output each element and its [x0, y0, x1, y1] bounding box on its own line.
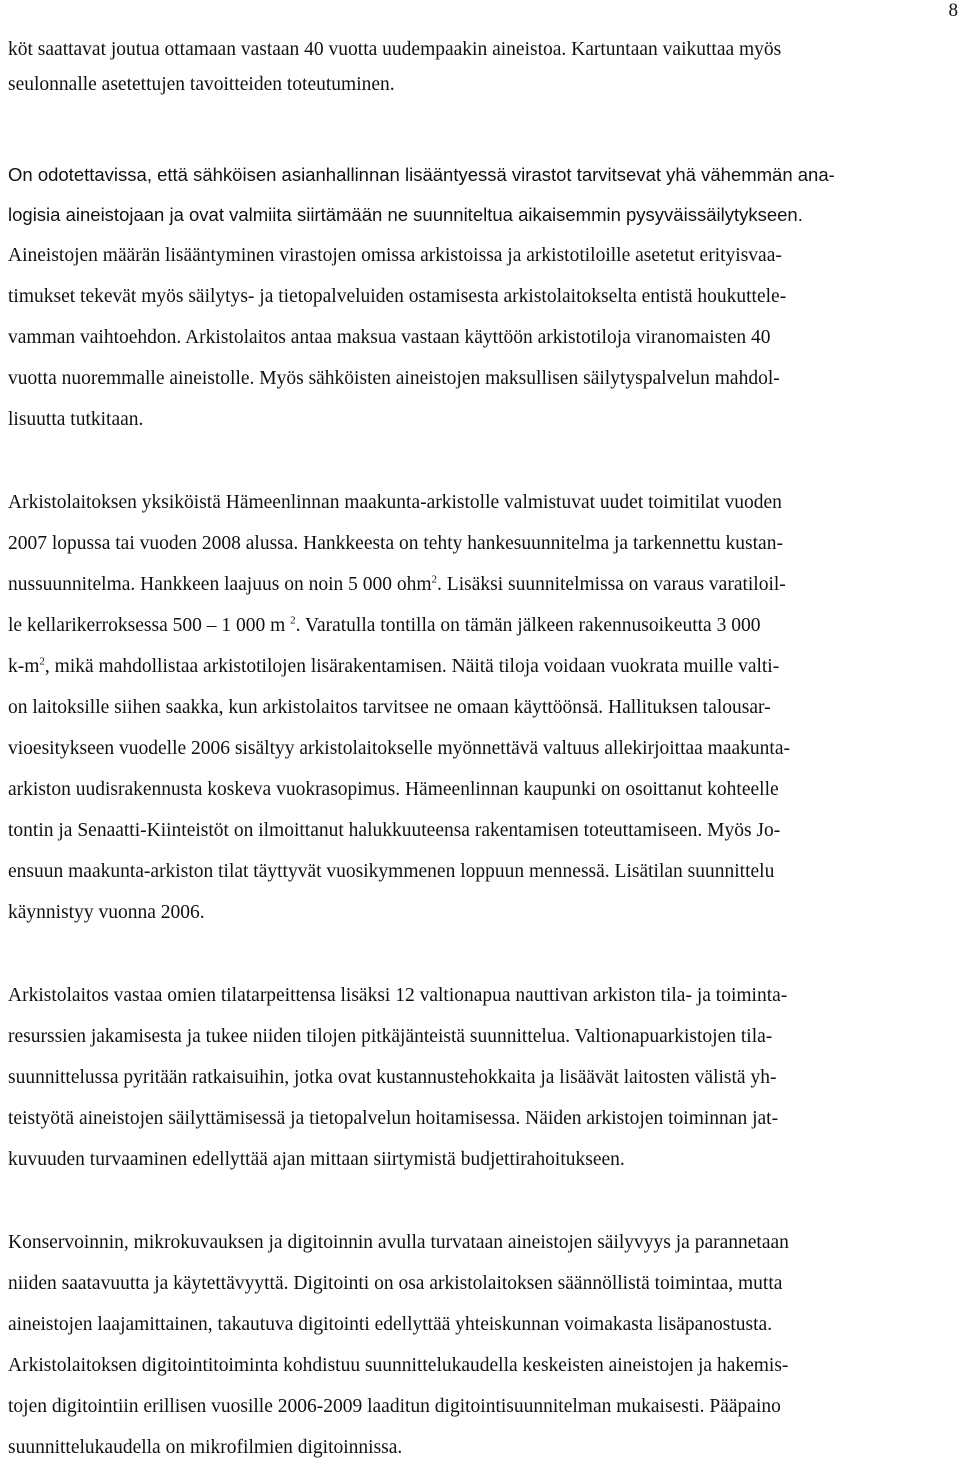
- text-line: suunnittelussa pyritään ratkaisuihin, jotka ovat kustannustehokkaita ja lisäävät laitosten välistä yh-: [8, 1067, 777, 1088]
- text-line: ensuun maakunta-arkiston tilat täyttyvät vuosikymmenen loppuun mennessä. Lisätilan suunnittelu: [8, 861, 775, 882]
- superscript: 2: [39, 655, 45, 668]
- superscript: 2: [431, 573, 438, 586]
- page-number: 8: [948, 0, 958, 21]
- text-line: [8, 655, 779, 679]
- text-line: seulonnalle asetettujen tavoitteiden toteutuminen.: [8, 74, 395, 95]
- text-line: käynnistyy vuonna 2006.: [8, 902, 205, 923]
- text-line: Konservoinnin, mikrokuvauksen ja digitoinnin avulla turvataan aineistojen säilyvyys ja parannetaan: [8, 1232, 789, 1253]
- text-line: vioesitykseen vuodelle 2006 sisältyy arkistolaitokselle myönnettävä valtuus allekirjoittaa maakunta-: [8, 738, 790, 759]
- text-span: k-m: [8, 656, 40, 677]
- text-line: Arkistolaitos vastaa omien tilatarpeittensa lisäksi 12 valtionapua nauttivan arkiston tila- ja toiminta-: [8, 985, 788, 1006]
- text-span: , mikä mahdollistaa arkistotilojen lisärakentamisen. Näitä tiloja voidaan vuokrata muille valti-: [44, 656, 780, 677]
- text-line: 2007 lopussa tai vuoden 2008 alussa. Hankkeesta on tehty hankesuunnitelma ja tarkennettu kustan-: [8, 533, 783, 554]
- text-line: suunnittelukaudella on mikrofilmien digitoinnissa.: [8, 1437, 403, 1458]
- text-line: kuvuuden turvaaminen edellyttää ajan mittaan siirtymistä budjettirahoitukseen.: [8, 1149, 625, 1170]
- text-line: vamman vaihtoehdon. Arkistolaitos antaa maksua vastaan käyttöön arkistotiloja viranomaisten 40: [8, 327, 771, 348]
- text-line: tojen digitointiin erillisen vuosille 2006-2009 laaditun digitointisuunnitelman mukaisesti. Pääpaino: [8, 1396, 781, 1417]
- text-line: [8, 573, 786, 597]
- text-line: Arkistolaitoksen yksiköistä Hämeenlinnan maakunta-arkistolle valmistuvat uudet toimitilat vuoden: [8, 492, 782, 513]
- text-line: vuotta nuoremmalle aineistolle. Myös sähköisten aineistojen maksullisen säilytyspalvelun mahdol-: [8, 368, 780, 389]
- text-line: arkiston uudisrakennusta koskeva vuokrasopimus. Hämeenlinnan kaupunki on osoittanut kohteelle: [8, 779, 779, 800]
- text-span: nussuunnitelma. Hankkeen laajuus on noin 5 000 ohm: [8, 574, 432, 595]
- text-line: Arkistolaitoksen digitointitoiminta kohdistuu suunnittelukaudella keskeisten aineistojen ja hakemis-: [8, 1355, 789, 1376]
- text-line: aineistojen laajamittainen, takautuva digitointi edellyttää yhteiskunnan voimakasta lisäpanostusta.: [8, 1314, 773, 1335]
- text-line: logisia aineistojaan ja ovat valmiita siirtämään ne suunniteltua aikaisemmin pysyväissäilytykseen.: [8, 204, 803, 225]
- text-line: lisuutta tutkitaan.: [8, 409, 144, 430]
- text-span: le kellarikerroksessa 500 – 1 000 m: [8, 615, 291, 636]
- text-line: niiden saatavuutta ja käytettävyyttä. Digitointi on osa arkistolaitoksen säännöllistä toimintaa, mutta: [8, 1273, 783, 1294]
- text-line: teistyötä aineistojen säilyttämisessä ja tietopalvelun hoitamisessa. Näiden arkistojen toiminnan jat-: [8, 1108, 779, 1129]
- text-span: . Lisäksi suunnitelmissa on varaus varatiloil-: [437, 574, 786, 595]
- text-line: köt saattavat joutua ottamaan vastaan 40 vuotta uudempaakin aineistoa. Kartuntaan vaikuttaa myös: [8, 39, 782, 60]
- text-line: resurssien jakamisesta ja tukee niiden tilojen pitkäjänteistä suunnittelua. Valtionapuarkistojen tila-: [8, 1026, 773, 1047]
- superscript: 2: [290, 614, 296, 627]
- text-line: Aineistojen määrän lisääntyminen virastojen omissa arkistoissa ja arkistotiloille asetetut erityisvaa-: [8, 245, 782, 266]
- text-line: [8, 614, 760, 638]
- text-line: tontin ja Senaatti-Kiinteistöt on ilmoittanut halukkuuteensa rakentamisen toteuttamiseen. Myös Jo-: [8, 820, 781, 841]
- text-line: timukset tekevät myös säilytys- ja tietopalveluiden ostamisesta arkistolaitokselta entistä houkuttele-: [8, 286, 787, 307]
- text-line: On odotettavissa, että sähköisen asianhallinnan lisääntyessä virastot tarvitsevat yhä vähemmän ana-: [8, 164, 835, 185]
- text-span: . Varatulla tontilla on tämän jälkeen rakennusoikeutta 3 000: [295, 615, 761, 636]
- text-line: on laitoksille siihen saakka, kun arkistolaitos tarvitsee ne omaan käyttöönsä. Hallituksen talousar-: [8, 697, 771, 718]
